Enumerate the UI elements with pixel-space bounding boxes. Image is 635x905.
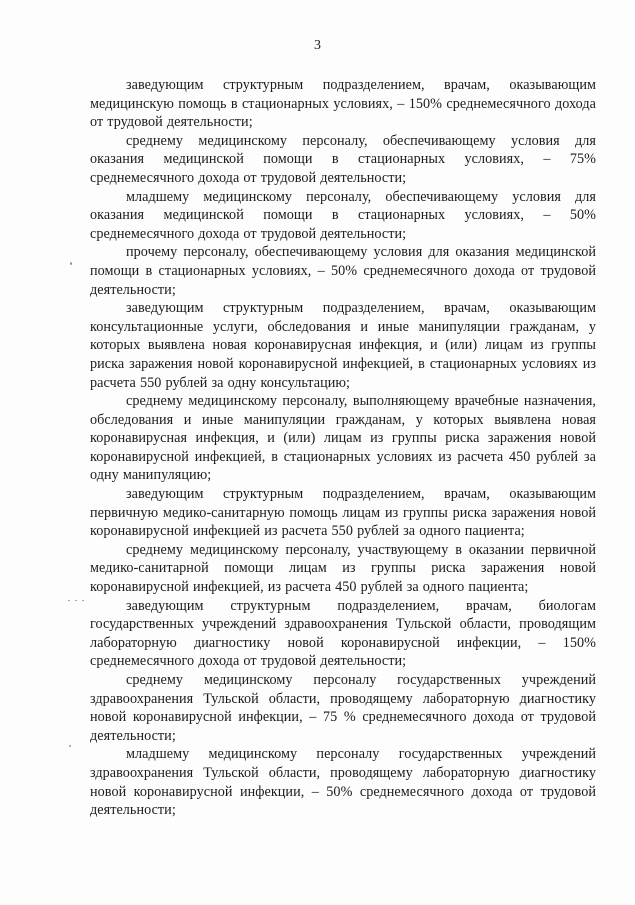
page-number: 3: [314, 38, 321, 53]
scan-speck: [68, 600, 70, 601]
scan-speck: [70, 262, 72, 265]
scan-speck: [75, 600, 77, 601]
paragraph-6: среднему медицинскому персоналу, выполняющему врачебные назначения, обследования и иные манипуляции гражданам, у которых выявлена новая коронавирусная инфекция, и (или) лицам из группы риска заражения новой коронавирусной инфекцией, в стационарных условиях из расчета 450 рублей за одну манипуляцию;: [90, 393, 596, 484]
paragraph-7: заведующим структурным подразделением, врачам, оказывающим первичную медико-санитарную помощь лицам из группы риска заражения новой коронавирусной инфекцией из расчета 550 рублей за одного пациента;: [90, 486, 596, 540]
paragraph-4: прочему персоналу, обеспечивающему условия для оказания медицинской помощи в стационарных условиях, – 50% среднемесячного дохода от трудовой деятельности;: [90, 244, 596, 298]
paragraph-10: среднему медицинскому персоналу государственных учреждений здравоохранения Тульской области, проводящему лабораторную диагностику новой коронавирусной инфекции, – 75 % среднемесячного дохода от трудовой деятельности;: [90, 672, 596, 744]
scan-speck: [69, 745, 71, 747]
document-body: [90, 76, 596, 820]
paragraph-3: младшему медицинскому персоналу, обеспечивающему условия для оказания медицинской помощи в стационарных условиях, – 50% среднемесячного дохода от трудовой деятельности;: [90, 188, 596, 242]
scan-speck: [82, 600, 84, 601]
paragraph-1: заведующим структурным подразделением, врачам, оказывающим медицинскую помощь в стационарных условиях, – 150% среднемесячного дохода от трудовой деятельности;: [90, 77, 596, 131]
paragraph-2: среднему медицинскому персоналу, обеспечивающему условия для оказания медицинской помощи в стационарных условиях, – 75% среднемесячного дохода от трудовой деятельности;: [90, 132, 596, 186]
paragraph-9: заведующим структурным подразделением, врачам, биологам государственных учреждений здравоохранения Тульской области, проводящим лабораторную диагностику новой коронавирусной инфекции, – 150% среднемесячного дохода от трудовой деятельности;: [90, 597, 596, 670]
paragraph-11: младшему медицинскому персоналу государственных учреждений здравоохранения Тульской области, проводящему лабораторную диагностику новой коронавирусной инфекции, – 50% среднемесячного дохода от трудовой деятельности;: [90, 746, 596, 819]
paragraph-5: заведующим структурным подразделением, врачам, оказывающим консультационные услуги, обследования и иные манипуляции гражданам, у которых выявлена новая коронавирусная инфекция, и (или) лицам из группы риска заражения новой коронавирусной инфекцией, в стационарных условиях из расчета 550 рублей за одну консультацию;: [90, 300, 596, 391]
paragraph-8: среднему медицинскому персоналу, участвующему в оказании первичной медико-санитарной помощи лицам из группы риска заражения новой коронавирусной инфекцией, из расчета 450 рублей за одного пациента;: [90, 541, 596, 596]
